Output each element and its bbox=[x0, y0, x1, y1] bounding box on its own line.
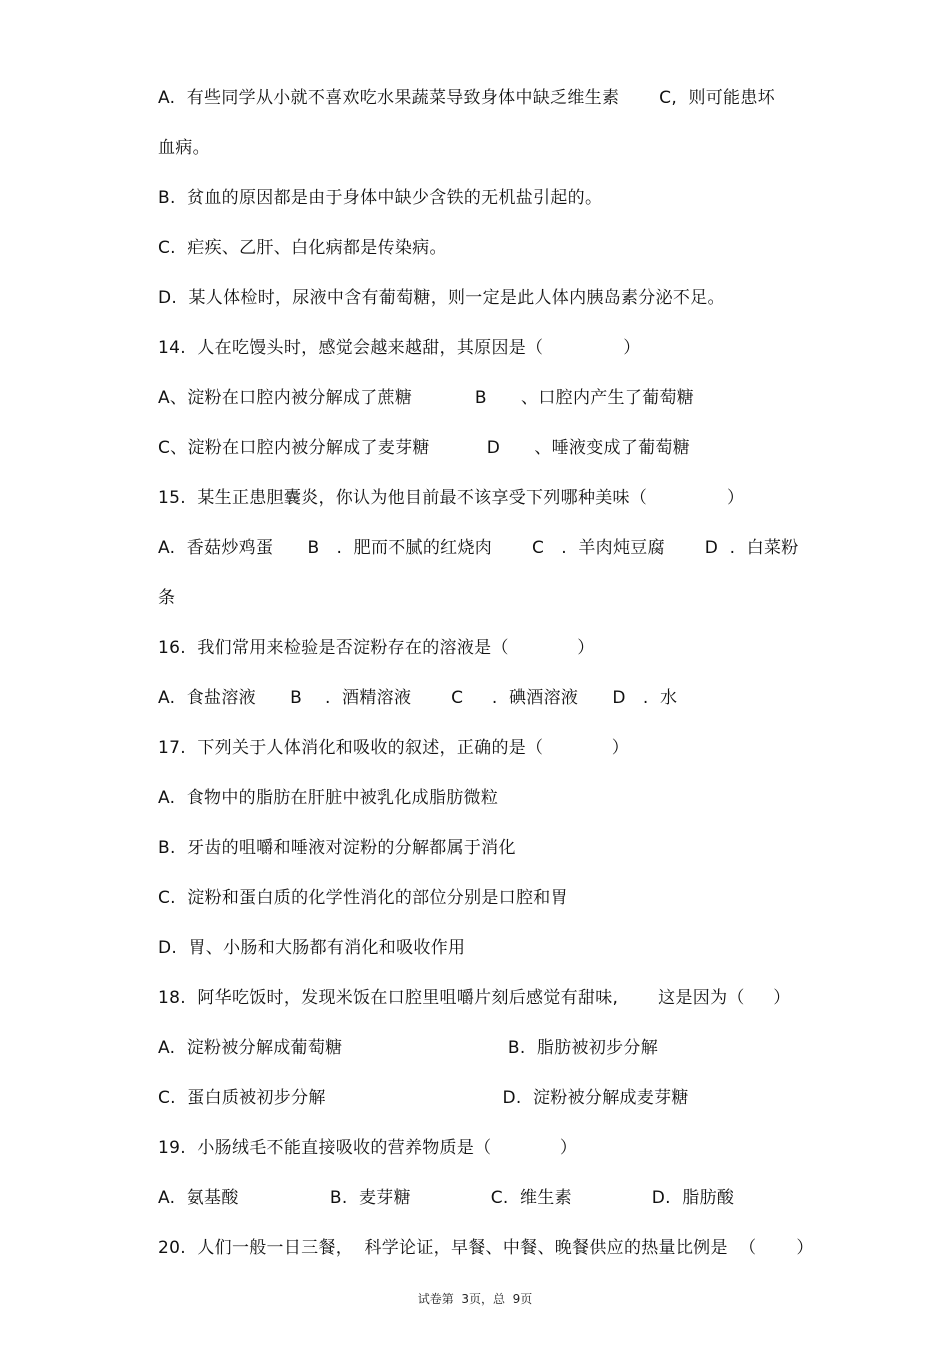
options-19: A. 氨基酸 B. 麦芽糖 C. 维生素 D. 脂肪酸 bbox=[158, 1188, 735, 1208]
options-16: A. 食盐溶液 B . 酒精溶液 C . 碘酒溶液 D . 水 bbox=[158, 688, 678, 708]
question-17: 17. 下列关于人体消化和吸收的叙述，正确的是（ ） bbox=[158, 738, 630, 758]
question-18: 18. 阿华吃饭时，发现米饭在口腔里咀嚼片刻后感觉有甜味, 这是因为（ ） bbox=[158, 988, 791, 1008]
question-15: 15. 某生正患胆囊炎，你认为他目前最不该享受下列哪种美味（ ） bbox=[158, 488, 745, 508]
question-19: 19. 小肠绒毛不能直接吸收的营养物质是（ ） bbox=[158, 1138, 578, 1158]
page-footer: 试卷第 3页，总 9页 bbox=[417, 1292, 533, 1306]
question-16: 16. 我们常用来检验是否淀粉存在的溶液是（ ） bbox=[158, 638, 595, 658]
options-14-ab: A、淀粉在口腔内被分解成了蔗糖 B 、口腔内产生了葡萄糖 bbox=[158, 388, 695, 408]
options-15-line1: A. 香菇炒鸡蛋 B . 肥而不腻的红烧肉 C . 羊肉炖豆腐 D . 白菜粉 bbox=[158, 538, 799, 558]
option-13a-line1: A. 有些同学从小就不喜欢吃水果蔬菜导致身体中缺乏维生素 C, 则可能患坏 bbox=[158, 88, 775, 108]
option-13c: C. 疟疾、乙肝、白化病都是传染病。 bbox=[158, 238, 447, 258]
option-13a-line2: 血病。 bbox=[158, 138, 210, 158]
question-14: 14. 人在吃馒头时，感觉会越来越甜，其原因是（ ） bbox=[158, 338, 641, 358]
options-18-ab: A. 淀粉被分解成葡萄糖 B. 脂肪被初步分解 bbox=[158, 1038, 659, 1058]
options-18-cd: C. 蛋白质被初步分解 D. 淀粉被分解成麦芽糖 bbox=[158, 1088, 689, 1108]
options-14-cd: C、淀粉在口腔内被分解成了麦芽糖 D 、唾液变成了葡萄糖 bbox=[158, 438, 691, 458]
option-17a: A. 食物中的脂肪在肝脏中被乳化成脂肪微粒 bbox=[158, 788, 499, 808]
option-13b: B. 贫血的原因都是由于身体中缺少含铁的无机盐引起的。 bbox=[158, 188, 603, 208]
option-17c: C. 淀粉和蛋白质的化学性消化的部位分别是口腔和胃 bbox=[158, 888, 568, 908]
options-15-line2: 条 bbox=[158, 588, 176, 608]
option-17b: B. 牙齿的咀嚼和唾液对淀粉的分解都属于消化 bbox=[158, 838, 516, 858]
option-13d: D. 某人体检时，尿液中含有葡萄糖，则一定是此人体内胰岛素分泌不足。 bbox=[158, 288, 725, 308]
option-17d: D. 胃、小肠和大肠都有消化和吸收作用 bbox=[158, 938, 466, 958]
question-20: 20. 人们一般一日三餐， 科学论证，早餐、中餐、晚餐供应的热量比例是 （ ） bbox=[158, 1238, 814, 1258]
